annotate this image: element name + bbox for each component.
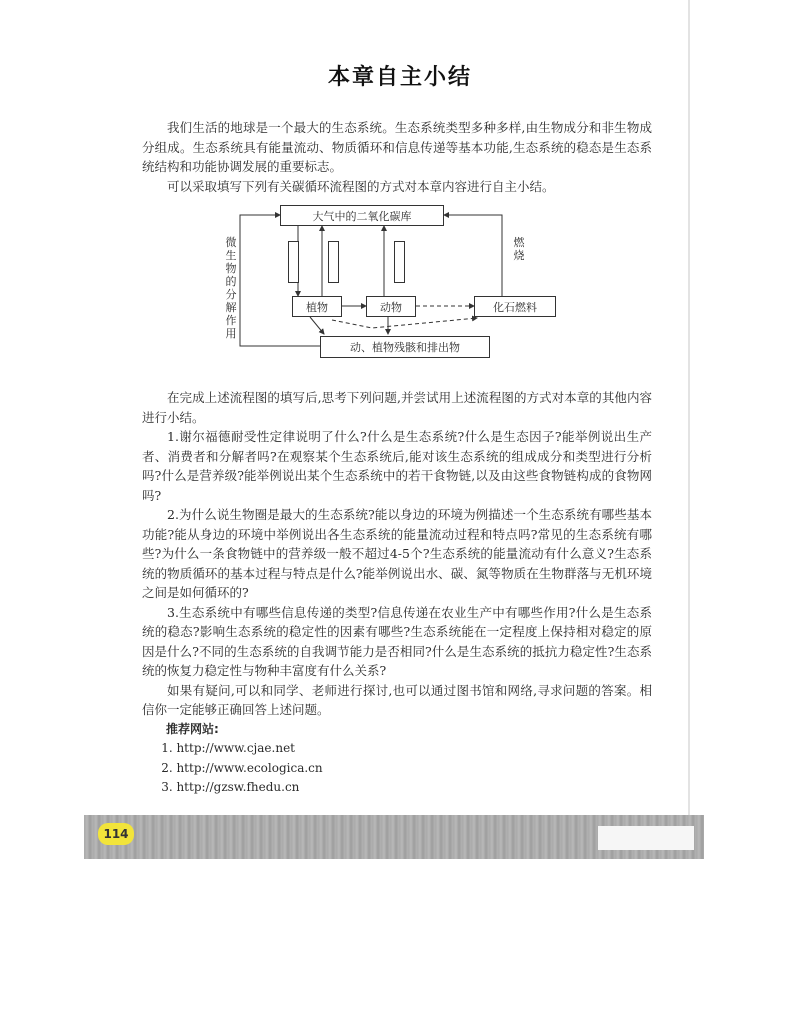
plants-box: 植物 [292, 296, 342, 317]
recommended-sites-title: 推荐网站: [166, 721, 219, 736]
blank-fill-box-3 [394, 241, 405, 283]
decomposition-label: 微生物的分解作用 [225, 236, 237, 340]
site-link-1[interactable]: 1. http://www.cjae.net [161, 741, 296, 755]
carbon-cycle-diagram [222, 200, 562, 365]
question-2: 2.为什么说生物圈是最大的生态系统?能以身边的环境为例描述一个生态系统有哪些基本功能?能从身边的环境中举例说出各生态系统的能量流动过程和特点吗?常见的生态系统有哪些?为什么一条食物链中的营养级一般不超过4-5个?生态系统的能量流动有什么意义?生态系统的物质循环的基本过程与特点是什么?能举例说出水、碳、氮等物质在生物群落与无机环境之间是如何循环的? [142, 507, 652, 600]
page-number-badge: 114 [98, 823, 134, 845]
intro-paragraph-2: 可以采取填写下列有关碳循环流程图的方式对本章内容进行自主小结。 [167, 178, 555, 194]
arrow-plants-to-residue [310, 317, 324, 334]
animals-box: 动物 [366, 296, 416, 317]
intro-section [142, 118, 652, 196]
atmosphere-co2-box: 大气中的二氧化碳库 [280, 205, 444, 226]
questions-section [142, 388, 652, 798]
closing-paragraph: 如果有疑问,可以和同学、老师进行探讨,也可以通过图书馆和网络,寻求问题的答案。相信你一定能够正确回答上述问题。 [142, 682, 652, 717]
intro-paragraph-1: 我们生活的地球是一个最大的生态系统。生态系统类型多种多样,由生物成分和非生物成分组成。生态系统具有能量流动、物质循环和信息传递等基本功能,生态系统的稳态是生态系统结构和功能协调发展的重要标志。 [142, 120, 652, 174]
question-3: 3.生态系统中有哪些信息传递的类型?信息传递在农业生产中有哪些作用?什么是生态系统的稳态?影响生态系统的稳定性的因素有哪些?生态系统能在一定程度上保持相对稳定的原因是什么?不同的生态系统的自我调节能力是否相同?什么是生态系统的抵抗力稳定性?生态系统的恢复力稳定性与物种丰富度有什么关系? [142, 604, 652, 678]
site-link-2[interactable]: 2. http://www.ecologica.cn [161, 760, 323, 775]
after-diagram-paragraph: 在完成上述流程图的填写后,思考下列问题,并尝试用上述流程图的方式对本章的其他内容进行小结。 [142, 390, 652, 425]
footer-plate [598, 826, 694, 850]
blank-fill-box-1 [288, 241, 299, 283]
arrow-residue-to-fossil [332, 318, 477, 328]
question-1: 1.谢尔福德耐受性定律说明了什么?什么是生态系统?什么是生态因子?能举例说出生产者、消费者和分解者吗?在观察某个生态系统后,能对该生态系统的组成成分和类型进行分析吗?什么是营养级?能举例说出某个生态系统中的若干食物链,以及由这些食物链构成的食物网吗? [142, 429, 652, 503]
residue-box: 动、植物残骸和排出物 [320, 336, 490, 358]
fossil-fuel-box: 化石燃料 [474, 296, 556, 317]
blank-fill-box-2 [328, 241, 339, 283]
chapter-summary-title: 本章自主小结 [327, 65, 472, 90]
arrow-burning [444, 215, 502, 296]
site-link-3[interactable]: 3. http://gzsw.fhedu.cn [161, 780, 300, 794]
decomposition-loop-line [240, 215, 320, 346]
burning-label: 燃烧 [513, 236, 525, 262]
page-edge-line [688, 0, 690, 820]
